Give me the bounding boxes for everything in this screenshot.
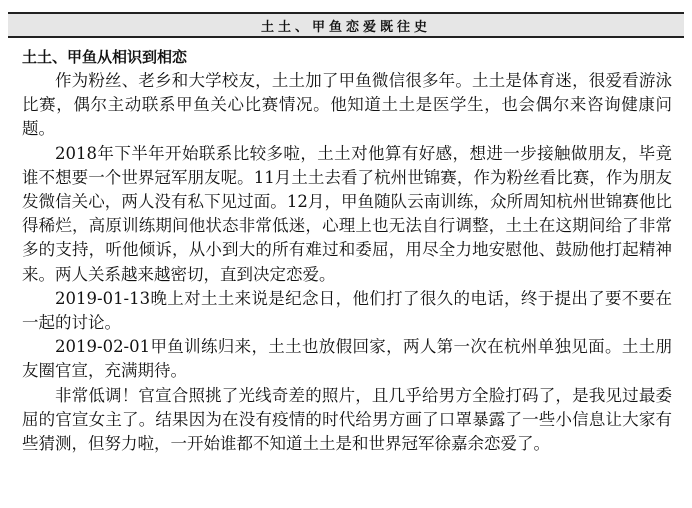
body-text	[22, 69, 672, 456]
paragraph-5: 非常低调！官宣合照挑了光线奇差的照片，且几乎给男方全脸打码了，是我见过最委屈的官宣女主了。结果因为在没有疫情的时代给男方画了口罩暴露了一些小信息让大家有些猜测，但努力啦，一开始谁都不知道土土是和世界冠军徐嘉余恋爱了。	[22, 385, 672, 454]
paragraph-1: 作为粉丝、老乡和大学校友，土土加了甲鱼微信很多年。土土是体育迷，很爱看游泳比赛，偶尔主动联系甲鱼关心比赛情况。他知道土土是医学生，也会偶尔来咨询健康问题。	[22, 71, 672, 139]
page-title: 土土、甲鱼恋爱既往史	[260, 19, 431, 35]
paragraph-2: 2018年下半年开始联系比较多啦，土土对他算有好感，想进一步接触做朋友，毕竟谁不想要一个世界冠军朋友呢。11月土土去看了杭州世锦赛，作为粉丝看比赛，作为朋友发微信关心，两人没有私下见过面。12月，甲鱼随队云南训练，众所周知杭州世锦赛他比得稀烂，高原训练期间他状态非常低迷，心理上也无法自行调整，土土在这期间给了非常多的支持，听他倾诉，从小到大的所有难过和委屈，用尽全力地安慰他、鼓励他打起精神来。两人关系越来越密切，直到决定恋爱。	[22, 143, 672, 284]
header-bar	[8, 12, 684, 38]
section-heading: 土土、甲鱼从相识到相恋	[22, 48, 188, 66]
paragraph-3: 2019-01-13晚上对土土来说是纪念日，他们打了很久的电话，终于提出了要不要在一起的讨论。	[22, 288, 672, 333]
paragraph-4: 2019-02-01甲鱼训练归来，土土也放假回家，两人第一次在杭州单独见面。土土朋友圈官宣，充满期待。	[22, 337, 672, 381]
